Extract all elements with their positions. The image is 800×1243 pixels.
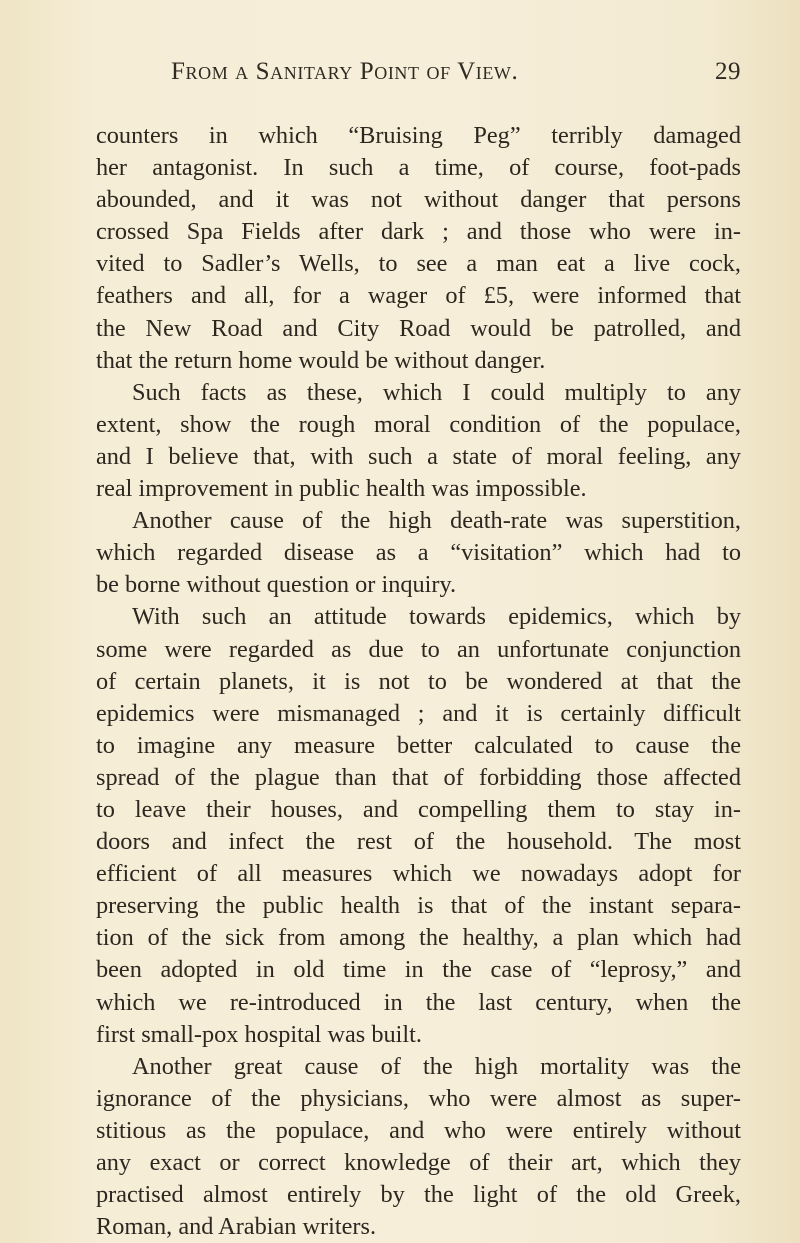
text-line: With such an attitude towards epidemics, which by	[132, 603, 741, 631]
text-line: epidemics were mismanaged ; and it is certainly difficult	[96, 699, 741, 727]
text-line: any exact or correct knowledge of their art, which they	[96, 1149, 741, 1176]
text-line: Another cause of the high death-rate was superstition,	[132, 507, 741, 535]
text-line: Another great cause of the high mortality was the	[132, 1052, 741, 1080]
text-line: real improvement in public health was impossible.	[96, 475, 587, 503]
text-line: Roman, and Arabian writers.	[96, 1213, 377, 1241]
text-line: counters in which “Bruising Peg” terribly damaged	[96, 122, 741, 149]
text-line: extent, show the rough moral condition of the populace,	[96, 410, 741, 438]
text-line: her antagonist. In such a time, of course, foot-pads	[96, 154, 741, 182]
text-line: doors and infect the rest of the household. The most	[96, 828, 741, 856]
text-line: practised almost entirely by the light of the old Greek,	[96, 1181, 741, 1209]
text-line: the New Road and City Road would be patrolled, and	[96, 314, 741, 342]
running-head	[171, 58, 741, 86]
text-line: abounded, and it was not without danger that persons	[96, 186, 741, 214]
text-line: been adopted in old time in the case of “leprosy,” and	[96, 956, 741, 984]
text-line: vited to Sadler’s Wells, to see a man eat a live cock,	[96, 250, 741, 278]
text-line: of certain planets, it is not to be wondered at that the	[96, 667, 741, 695]
text-line: feathers and all, for a wager of £5, were informed that	[96, 282, 741, 310]
text-line: preserving the public health is that of the instant separa-	[96, 892, 741, 920]
text-line: spread of the plague than that of forbidding those affected	[96, 763, 741, 791]
text-line: crossed Spa Fields after dark ; and those who were in-	[96, 218, 741, 246]
page-number: 29	[715, 58, 741, 85]
text-line: that the return home would be without danger.	[96, 346, 546, 374]
text-line: ignorance of the physicians, who were almost as super-	[96, 1084, 741, 1112]
text-line: which regarded disease as a “visitation” which had to	[96, 539, 741, 567]
text-line: to imagine any measure better calculated to cause the	[96, 731, 741, 759]
text-line: some were regarded as due to an unfortunate conjunction	[96, 635, 741, 663]
text-line: which we re-introduced in the last century, when the	[96, 988, 741, 1016]
text-line: tion of the sick from among the healthy, a plan which had	[96, 924, 741, 952]
text-line: stitious as the populace, and who were entirely without	[96, 1116, 741, 1144]
text-line: first small-pox hospital was built.	[96, 1020, 422, 1048]
text-line: and I believe that, with such a state of moral feeling, any	[96, 442, 741, 470]
text-line: efficient of all measures which we nowadays adopt for	[96, 860, 741, 888]
text-line: be borne without question or inquiry.	[96, 571, 457, 599]
body-text	[96, 120, 741, 1243]
running-head-title: From a Sanitary Point of View.	[171, 58, 519, 85]
text-line: Such facts as these, which I could multiply to any	[132, 378, 741, 406]
text-line: to leave their houses, and compelling them to stay in-	[96, 795, 741, 823]
